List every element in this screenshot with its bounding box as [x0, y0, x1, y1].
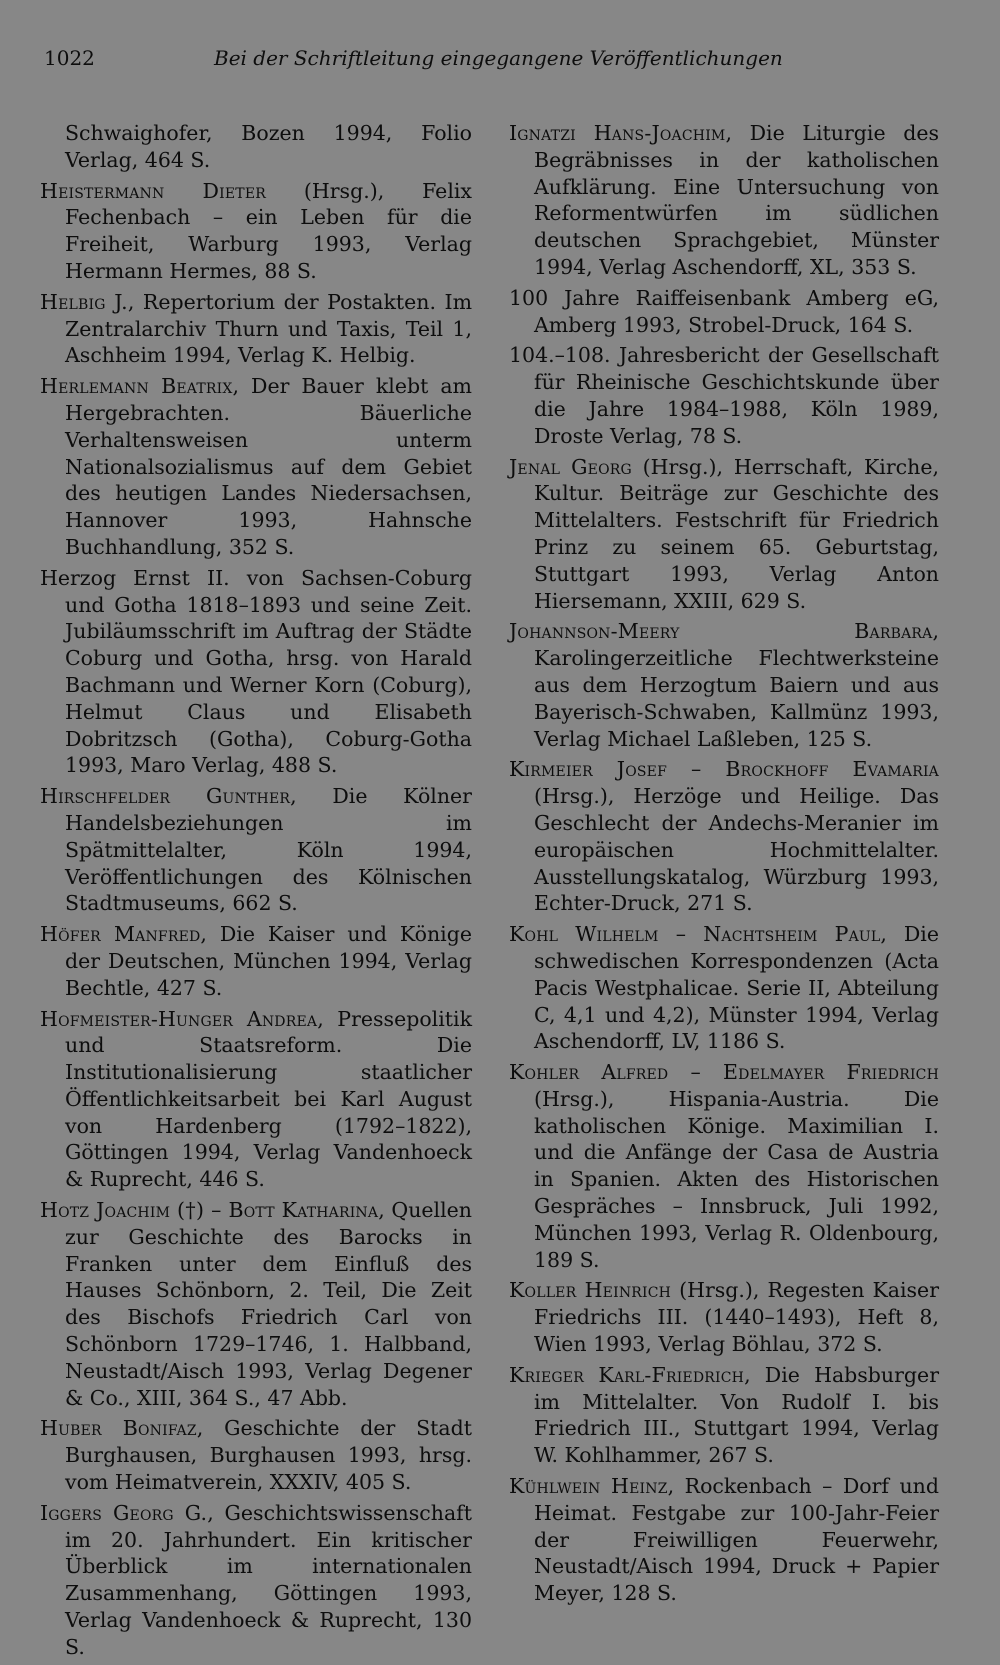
entry-author: Jenal Georg	[509, 454, 632, 479]
entry-author: Koller Heinrich	[509, 1278, 672, 1303]
entry-text: (Hrsg.), Herzöge und Heilige. Das Geschlecht der Andechs-Meranier im europäischen Hochmittelalter. Ausstellungskatalog, Würzburg 1993, Echter-Druck, 271 S.	[534, 784, 939, 916]
entry-text: 104.–108. Jahresbericht der Gesellschaft für Rheinische Geschichtskunde über die Jahre 1984–1988, Köln 1989, Droste Verlag, 78 S.	[509, 343, 939, 448]
bibliography-entry	[509, 342, 939, 449]
entry-text: 100 Jahre Raiffeisenbank Amberg eG, Amberg 1993, Strobel-Druck, 164 S.	[509, 285, 939, 337]
bibliography-entry	[40, 178, 472, 285]
entry-text: , Geschichtswissenschaft im 20. Jahrhundert. Ein kritischer Überblick im internationalen Zusammenhang, Göttingen 1993, Verlag Vandenhoeck & Ruprecht, 130 S.	[65, 1500, 472, 1659]
left-column	[40, 120, 472, 1665]
entry-text: (Hrsg.), Regesten Kaiser Friedrichs III. (1440–1493), Heft 8, Wien 1993, Verlag Böhlau, 372 S.	[534, 1278, 939, 1357]
entry-text: , Repertorium der Postakten. Im Zentralarchiv Thurn und Taxis, Teil 1, Aschheim 1994, Verlag K. Helbig.	[65, 289, 473, 368]
bibliography-entry	[509, 1362, 939, 1469]
entry-text: , Die Liturgie des Begräbnisses in der katholischen Aufklärung. Eine Untersuchung von Reformentwürfen im südlichen deutschen Sprachgebiet, Münster 1994, Verlag Aschendorff, XL, 353 S.	[534, 121, 939, 279]
entry-author: Helbig J.	[40, 289, 128, 314]
bibliography-entry	[40, 921, 472, 1001]
bibliography-entry	[40, 120, 472, 174]
bibliography-entry	[509, 1277, 939, 1357]
entry-author: Kohl Wilhelm – Nachtsheim Paul	[509, 922, 881, 947]
bibliography-entry	[40, 1197, 472, 1411]
entry-author: Kohler Alfred – Edelmayer Friedrich	[509, 1060, 939, 1085]
entry-text: (Hrsg.), Herrschaft, Kirche, Kultur. Beiträge zur Geschichte des Mittelalters. Festschrift für Friedrich Prinz zu seinem 65. Geburtstag, Stuttgart 1993, Verlag Anton Hiersemann, XXIII, 629 S.	[534, 454, 939, 613]
bibliography-entry	[509, 1473, 939, 1607]
entry-author: Hofmeister-Hunger Andrea	[40, 1006, 318, 1031]
entry-text: (Hrsg.), Hispania-Austria. Die katholischen Könige. Maximilian I. und die Anfänge der Casa de Austria in Spanien. Akten des Historischen Gespräches – Innsbruck, Juli 1992, München 1993, Verlag R. Oldenbourg, 189 S.	[534, 1086, 939, 1272]
bibliography-entry	[40, 1500, 472, 1661]
entry-text: , Karolingerzeitliche Flechtwerksteine aus dem Herzogtum Baiern und aus Bayerisch-Schwaben, Kallmünz 1993, Verlag Michael Laßleben, 125 S.	[534, 619, 939, 751]
bibliography-entry	[40, 289, 472, 369]
bibliography-entry	[509, 756, 939, 917]
entry-text: , Pressepolitik und Staatsreform. Die Institutionalisierung staatlicher Öffentlichkeitsarbeit bei Karl August von Hardenberg (1792–1822), Göttingen 1994, Verlag Vandenhoeck & Ruprecht, 446 S.	[65, 1006, 472, 1192]
bibliography-entry	[509, 285, 939, 339]
entry-author: Johannson-Meery Barbara	[509, 619, 933, 644]
entry-author: Huber Bonifaz	[40, 1416, 197, 1441]
entry-author: Hotz Joachim (†) – Bott Katharina	[40, 1198, 379, 1223]
entry-text: , Rockenbach – Dorf und Heimat. Festgabe zur 100-Jahr-Feier der Freiwilligen Feuerwehr, Neustadt/Aisch 1994, Druck + Papier Meyer, 128 S.	[534, 1474, 939, 1606]
bibliography-entry	[40, 1415, 472, 1495]
right-column	[509, 120, 939, 1611]
bibliography-entry	[40, 373, 472, 561]
entry-text: , Die Kölner Handelsbeziehungen im Spätmittelalter, Köln 1994, Veröffentlichungen des Kölnischen Stadtmuseums, 662 S.	[65, 784, 472, 916]
bibliography-entry	[509, 120, 939, 281]
page-header	[44, 46, 944, 76]
bibliography-entry	[40, 783, 472, 917]
bibliography-entry	[509, 921, 939, 1055]
entry-text: , Die Kaiser und Könige der Deutschen, München 1994, Verlag Bechtle, 427 S.	[65, 922, 472, 1000]
entry-author: Iggers Georg G.	[40, 1500, 208, 1525]
entry-text: Schwaighofer, Bozen 1994, Folio Verlag, 464 S.	[65, 121, 472, 172]
entry-author: Heistermann Dieter	[40, 178, 267, 203]
bibliography-entry	[40, 565, 472, 779]
entry-author: Ignatzi Hans-Joachim	[509, 121, 726, 145]
entry-text: (Hrsg.), Felix Fechenbach – ein Leben für die Freiheit, Warburg 1993, Verlag Hermann Hermes, 88 S.	[65, 178, 472, 283]
running-title: Bei der Schriftleitung eingegangene Veröffentlichungen	[214, 46, 783, 70]
bibliography-entry	[509, 1059, 939, 1273]
bibliography-entry	[509, 618, 939, 752]
entry-text: , Geschichte der Stadt Burghausen, Burghausen 1993, hrsg. vom Heimatverein, XXXIV, 405 S.	[65, 1416, 472, 1495]
entry-author: Kühlwein Heinz	[509, 1474, 668, 1499]
entry-author: Höfer Manfred	[40, 922, 201, 947]
bibliography-entry	[509, 454, 939, 615]
entry-text: , Die Habsburger im Mittelalter. Von Rudolf I. bis Friedrich III., Stuttgart 1994, Verlag W. Kohlhammer, 267 S.	[534, 1362, 939, 1468]
entry-author: Kirmeier Josef – Brockhoff Evamaria	[509, 757, 939, 782]
entry-author: Hirschfelder Gunther	[40, 784, 291, 809]
entry-author: Herlemann Beatrix	[40, 374, 233, 399]
entry-text: , Der Bauer klebt am Hergebrachten. Bäuerliche Verhaltensweisen unterm Nationalsozialismus auf dem Gebiet des heutigen Landes Niedersachsen, Hannover 1993, Hahnsche Buchhandlung, 352 S.	[65, 374, 472, 559]
entry-author: Krieger Karl-Friedrich	[509, 1362, 745, 1387]
bibliography-entry	[40, 1006, 472, 1194]
entry-text: , Die schwedischen Korrespondenzen (Acta Pacis Westphalicae. Serie II, Abteilung C, 4,1 und 4,2), Münster 1994, Verlag Aschendorff, LV, 1186 S.	[534, 922, 939, 1054]
page-number: 1022	[44, 46, 95, 70]
entry-text: , Quellen zur Geschichte des Barocks in Franken unter dem Einfluß des Hauses Schönborn, 2. Teil, Die Zeit des Bischofs Friedrich Carl von Schönborn 1729–1746, 1. Halbband, Neustadt/Aisch 1993, Verlag Degener & Co., XIII, 364 S., 47 Abb.	[65, 1198, 473, 1410]
entry-text: Herzog Ernst II. von Sachsen-Coburg und Gotha 1818–1893 und seine Zeit. Jubiläumsschrift im Auftrag der Städte Coburg und Gotha, hrsg. von Harald Bachmann und Werner Korn (Coburg), Helmut Claus und Elisabeth Dobritzsch (Gotha), Coburg-Gotha 1993, Maro Verlag, 488 S.	[40, 565, 472, 778]
